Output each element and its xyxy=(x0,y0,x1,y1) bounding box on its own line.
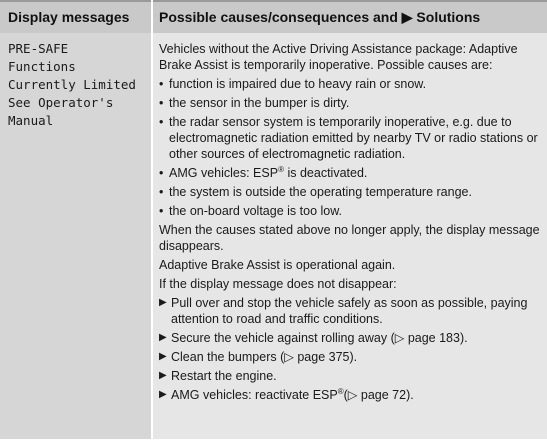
display-message-line: Manual xyxy=(8,113,54,128)
step-text: Clean the bumpers (▷ page 375). xyxy=(171,350,358,364)
causes-solutions-text xyxy=(159,41,541,406)
cause-text: the system is outside the operating temperature range. xyxy=(169,185,472,199)
display-message-line: See Operator's xyxy=(8,95,114,110)
cause-text-tail: is deactivated. xyxy=(283,166,368,180)
cause-item xyxy=(159,184,541,200)
cause-text: the on-board voltage is too low. xyxy=(169,204,343,218)
registered-mark: ® xyxy=(278,164,284,174)
cause-text: function is impaired due to heavy rain or snow. xyxy=(169,77,427,91)
cause-text: AMG vehicles: ESP xyxy=(169,166,279,180)
solution-step xyxy=(159,330,541,346)
solution-step xyxy=(159,387,541,403)
bullet-icon: • xyxy=(159,185,164,199)
triangle-right-icon: ▶ xyxy=(159,389,167,400)
header-causes-solutions: Possible causes/consequences and ▶ Solutions xyxy=(159,9,481,25)
solution-step xyxy=(159,295,541,327)
cause-item xyxy=(159,114,541,162)
solution-step xyxy=(159,368,541,384)
triangle-right-icon: ▶ xyxy=(159,297,167,308)
display-message-line: PRE-SAFE xyxy=(8,41,69,56)
bullet-icon: • xyxy=(159,77,164,91)
cause-text: the sensor in the bumper is dirty. xyxy=(169,96,350,110)
step-text: Restart the engine. xyxy=(171,369,277,383)
step-text: Secure the vehicle against rolling away (▷ page 183). xyxy=(171,331,468,345)
if-not-disappear-paragraph: If the display message does not disappear: xyxy=(159,277,397,291)
triangle-right-icon: ▶ xyxy=(159,370,167,381)
display-message-line: Currently Limited xyxy=(8,77,136,92)
column-divider xyxy=(151,0,153,442)
triangle-right-icon: ▶ xyxy=(159,351,167,362)
step-text-tail: (▷ page 72). xyxy=(343,388,414,402)
solution-step xyxy=(159,349,541,365)
causes-resolved-paragraph: When the causes stated above no longer apply, the display message disappears. xyxy=(159,223,540,253)
operational-paragraph: Adaptive Brake Assist is operational again. xyxy=(159,258,396,272)
bullet-icon: • xyxy=(159,166,164,180)
triangle-right-icon: ▶ xyxy=(159,332,167,343)
display-message-line: Functions xyxy=(8,59,76,74)
registered-mark: ® xyxy=(337,386,344,396)
header-display-messages: Display messages xyxy=(8,9,130,25)
table-header xyxy=(0,0,547,33)
bullet-icon: • xyxy=(159,204,164,218)
cause-item xyxy=(159,95,541,111)
bullet-icon: • xyxy=(159,96,164,110)
cause-item xyxy=(159,76,541,92)
step-text: Pull over and stop the vehicle safely as soon as possible, paying attention to road and traffic conditions. xyxy=(171,296,528,326)
step-text: AMG vehicles: reactivate ESP xyxy=(171,388,338,402)
cause-text: the radar sensor system is temporarily inoperative, e.g. due to electromagnetic radiation emitted by nearby TV or radio stations or other sources of electromagnetic radiation. xyxy=(169,115,538,161)
cause-item xyxy=(159,165,541,181)
bullet-icon: • xyxy=(159,115,164,129)
cause-item xyxy=(159,203,541,219)
intro-paragraph: Vehicles without the Active Driving Assistance package: Adaptive Brake Assist is temporarily inoperative. Possible causes are: xyxy=(159,42,518,72)
display-message-text xyxy=(8,40,148,130)
